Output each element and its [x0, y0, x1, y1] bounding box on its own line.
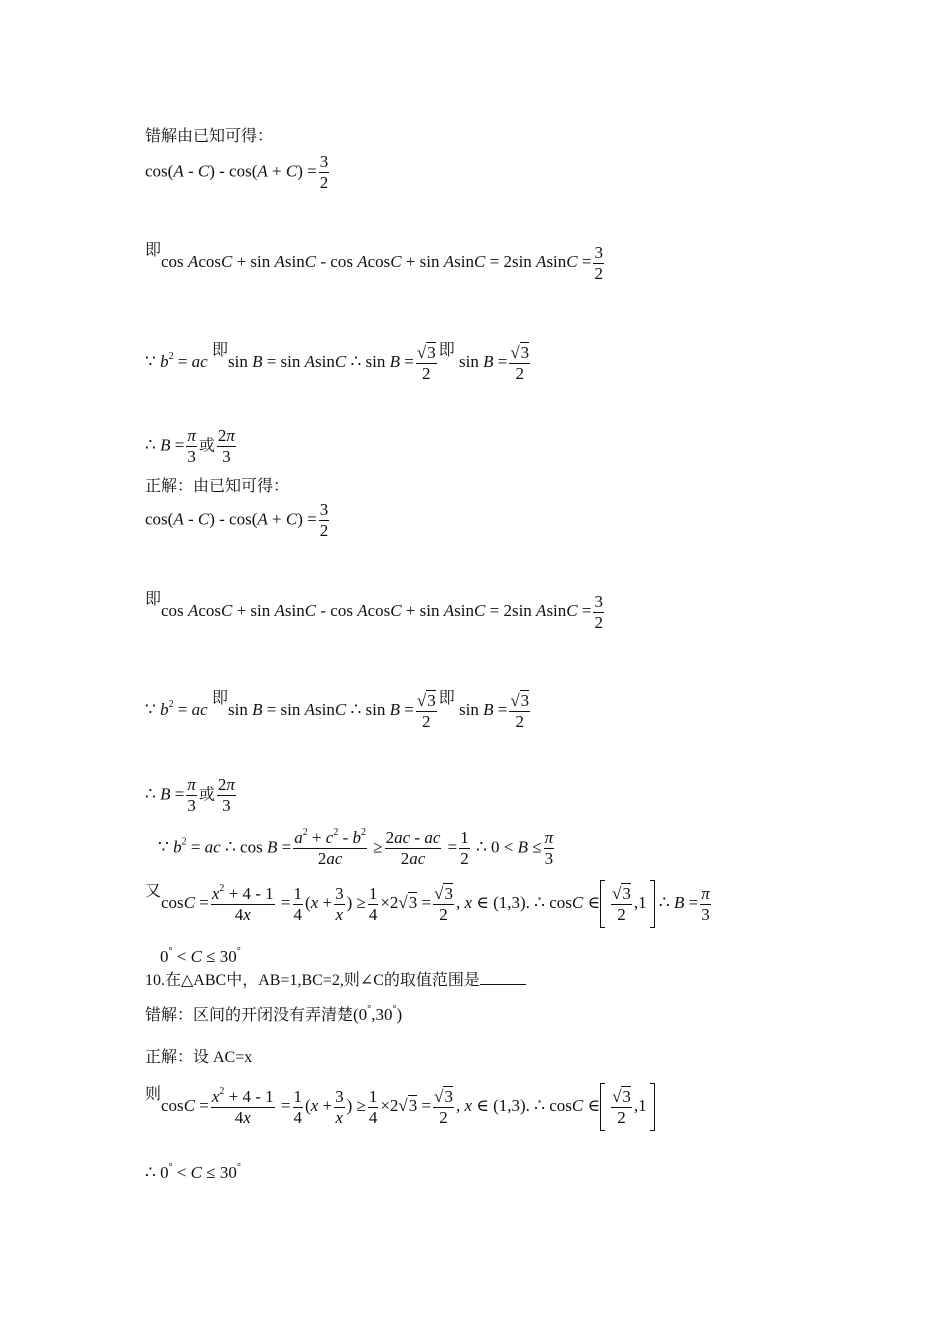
equation-sinB-1: ∵ $b^2$ = ac 即sin B = sin AsinC ∴ sin B = $\frac{√3}{2}$ 即 sin B = $\frac{√3}{2}$: [145, 342, 530, 383]
equation-cosC-range-1: 又cosC = $\frac{x^2 + 4 - 1}{4x}$ = $\frac{1}{4}$ (x + $\frac{3}{x}$ ) ≥ $\frac{1}{4}$ ×2√3 = $\frac{√3}{2}$ , x ∈ (1,3). ∴ cosC ∈ $\frac{√3}{2}$ ,1 ∴ B = $\frac{\pi}{3}$: [145, 880, 713, 928]
equation-B-values-2: ∴ B = $\frac{\pi}{3}$ 或 $\frac{2\pi}{3}$: [145, 775, 235, 815]
equation-B-values-1: ∴ B = $\frac{\pi}{3}$ 或 $\frac{2\pi}{3}$: [145, 426, 235, 466]
equation-cosC-range-2: 则cosC = $\frac{x^2 + 4 - 1}{4x}$ = $\frac{1}{4}$ (x + $\frac{3}{x}$ ) ≥ $\frac{1}{4}$ ×2√3 = $\frac{√3}{2}$ , x ∈ (1,3). ∴ cosC ∈ $\frac{√3}{2}$ ,1: [145, 1083, 655, 1131]
equation-expand-2: 即cos AcosC + sin AsinC - cos AcosC + sin AsinC = 2sin AsinC = $\frac{3}{2}$: [145, 591, 603, 632]
equation-C-range-1: 0° < C ≤ 30°: [160, 946, 241, 966]
equation-cos-difference-1: cos(A - C) - cos(A + C) = $\frac{3}{2}$: [145, 152, 329, 192]
wrong-solution-intro: 错解由已知可得：: [145, 128, 274, 145]
equation-expand-1: 即cos AcosC + sin AsinC - cos AcosC + sin AsinC = 2sin AsinC = $\frac{3}{2}$: [145, 242, 603, 283]
equation-cos-difference-2: cos(A - C) - cos(A + C) = $\frac{3}{2}$: [145, 500, 329, 540]
equation-cosB-range: ∵ $b^2$ = ac ∴ cos B = $\frac{a^2 + c^2 - b^2}{2ac}$ ≥ $\frac{2ac - ac}{2ac}$ = $\frac{1}{2}$ ∴ 0 < B ≤ $\frac{\pi}{3}$: [158, 827, 554, 868]
right-solution-intro: 正解：由已知可得：: [145, 478, 290, 495]
problem-10: 10.在△ABC中，AB=1,BC=2,则∠C的取值范围是: [145, 970, 526, 992]
wrong-solution-10: 错解：区间的开闭没有弄清楚(0°,30°): [145, 1004, 403, 1024]
equation-sinB-2: ∵ $b^2$ = ac 即sin B = sin AsinC ∴ sin B = $\frac{√3}{2}$ 即 sin B = $\frac{√3}{2}$: [145, 690, 530, 731]
equation-C-range-2: ∴ 0° < C ≤ 30°: [145, 1162, 241, 1182]
right-solution-10: 正解：设 AC=x: [145, 1049, 253, 1066]
